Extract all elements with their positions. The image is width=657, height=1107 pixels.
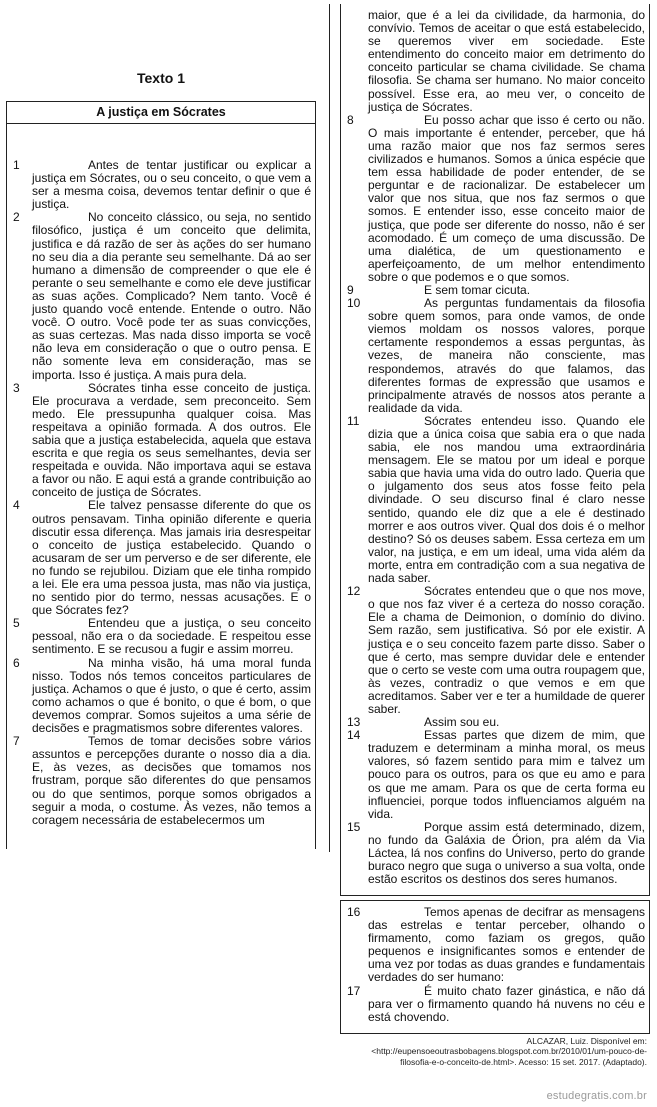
paragraph-text: Temos de tomar decisões sobre vários assuntos e percepções durante o nosso dia a dia. E, às vezes, as decisões que tomamos nos frustram, porque são diferentes do que pensamos ou do que sentimos, porque somos obrigados a seguir a moda, o costume. Às vezes, não temos a coragem necessária de estabelecermos um (32, 734, 311, 827)
text-title: A justiça em Sócrates (7, 102, 315, 124)
paragraph-number: 8 (347, 112, 354, 127)
paragraph-2 (7, 211, 315, 381)
paragraph-16 (341, 906, 649, 985)
text-box-right (340, 4, 650, 896)
paragraph-5 (7, 617, 315, 656)
paragraph-text: Sócrates entendeu isso. Quando ele dizia que a única coisa que sabia era o que nada sabia, ele nos mandou uma extraordinária mensagem. Ele se matou por um ideal e porque sabia que havia uma vida do outro lado. Queria que o julgamento dos seus atos fosse feito pela divindade. O seu discurso final é claro nesse sentido, quando ele diz que a ele é destinado morrer e aos outros viver. Qual dos dois é o melhor destino? Só os deuses sabem. Essa certeza em um valor, na justiça, e em um ideal, uma vida além da morte, entra em contradição com a sua negativa de nada saber. (368, 413, 645, 586)
paragraph-12 (341, 585, 649, 716)
left-paragraphs (7, 124, 315, 827)
paragraph-text: Assim sou eu. (424, 715, 500, 730)
paragraph-11 (341, 415, 649, 585)
paragraph-number: 3 (13, 380, 20, 395)
paragraph-number: 15 (347, 819, 361, 834)
paragraph-14 (341, 729, 649, 821)
paragraph-number: 9 (347, 282, 354, 297)
paragraph-7-continuation (341, 9, 649, 114)
paragraph-number: 16 (347, 905, 361, 919)
paragraph-text: Temos apenas de decifrar as mensagens das estrelas e tentar perceber, olhando o firmamento, como faziam os gregos, quão pequenos e insignificantes somos e entender de uma vez por todas as duas grandes e fundamentais verdades do ser humano: (368, 905, 645, 985)
paragraph-text: Porque assim está determinado, dizem, no fundo da Galáxia de Órion, pra além da Via Láctea, lá nos confins do Universo, perto do grande buraco negro que suga o universo a sua volta, onde estão escritos os destinos dos seres humanos. (368, 819, 645, 887)
paragraph-number: 13 (347, 715, 361, 730)
paragraph-number: 12 (347, 584, 361, 599)
paragraph-text: Ele talvez pensasse diferente do que os outros pensavam. Tinha opinião diferente e queria discutir essa diferença. Mas jamais iria desrespeitar o conceito de justiça estabelecido. Quando o acusaram de ser um perverso e de ser diferente, ele no fundo se rejubilou. Diziam que ele tinha rompido a lei. Ele era uma pessoa justa, mas não via justiça, no sentido pior do termo, nessas acusações. E o que Sócrates fez? (32, 498, 311, 618)
paragraph-3 (7, 382, 315, 500)
paragraph-1 (7, 159, 315, 211)
paragraph-text: Sócrates entendeu que o que nos move, o que nos faz viver é a certeza do nosso coração. Ele a chama de Deimonion, o domínio do divino. Sem razão, sem justificativa. Só por ele existir. A justiça e o seu conceito fazem parte disso. Saber o que é certo, mas sempre duvidar dele e entender que o certo se veste com uma outra roupagem que, às vezes, contradiz o que vemos e em que acreditamos. Saber ver e ter a humildade de querer saber. (368, 584, 645, 716)
column-divider (329, 4, 330, 852)
paragraph-8 (341, 114, 649, 284)
paragraph-7 (7, 735, 315, 827)
paragraph-text: É muito chato fazer ginástica, e não dá para ver o firmamento quando há nuvens no céu e está chovendo. (368, 983, 645, 1024)
paragraph-number: 7 (13, 734, 20, 749)
paragraph-4 (7, 499, 315, 617)
paragraph-text: Antes de tentar justificar ou explicar a justiça em Sócrates, ou o seu conceito, o que vem a ser a mesma coisa, devemos tentar definir o que é justiça. (32, 158, 311, 212)
paragraph-10 (341, 297, 649, 415)
paragraph-text: E sem tomar cicuta. (424, 282, 531, 297)
text-box-final (340, 900, 650, 1034)
paragraph-number: 2 (13, 210, 20, 225)
paragraph-number: 4 (13, 498, 20, 513)
paragraph-text: As perguntas fundamentais da filosofia sobre quem somos, para onde vamos, de onde viemos moldam os nossos valores, porque certamente respondemos a essas perguntas, às vezes, de maneira não consciente, mas respondemos, através do que falamos, das diferentes formas de expressão que usamos e principalmente através de nossos atos perante a realidade da vida. (368, 296, 645, 415)
paragraph-number: 1 (13, 158, 20, 172)
source-citation: ALCAZAR, Luiz. Disponível em: <http://eupensoeoutrasbobagens.blogspot.com.br/2010/01/um-pouco-de-filosofia-e-o-conceito-de.html>. Acesso: 15 set. 2017. (Adaptado). (371, 1036, 647, 1067)
paragraph-number: 14 (347, 728, 361, 743)
paragraph-number: 5 (13, 616, 20, 631)
watermark: estudegratis.com.br (546, 1090, 647, 1102)
paragraph-number: 6 (13, 655, 20, 670)
paragraph-text: Entendeu que a justiça, o seu conceito pessoal, não era o da sociedade. E respeitou esse sentimento. E se recusou a fugir e assim morreu. (32, 616, 311, 657)
paragraph-text: Sócrates tinha esse conceito de justiça. Ele procurava a verdade, sem preconceito. Sem medo. Ele pressupunha qualquer coisa. Mas respeitava a opinião formada. A dos outros. Ele sabia que a justiça estabelecida, aquela que estava escrita e que regia os seus semelhantes, devia ser respeitada e ouvida. Não importava aqui se estava a favor ou não. E aqui está a grande contribuição ao conceito de justiça de Sócrates. (32, 380, 311, 500)
paragraph-text: Eu posso achar que isso é certo ou não. O mais importante é entender, perceber, que há uma razão maior que nos faz sermos seres civilizados e humanos. Somos a única espécie que tem essa habilidade de poder entender, de se perguntar e de racionalizar. De estabelecer um valor que nos situa, que nos faz sermos o que somos. E entender isso, esse conceito maior de justiça, que pode ser diferente do nosso, não é ser acomodado. É um começo de uma discussão. De uma dialética, de um questionamento e aperfeiçoamento, de um melhor entendimento sobre o que podemos e o que somos. (368, 112, 645, 284)
paragraph-text: No conceito clássico, ou seja, no sentido filosófico, justiça é um conceito que delimita, justifica e dá razão de ser às ações do ser humano no seu dia a dia perante seu semelhante. Dá ao ser humano a dimensão de compreender o que ele é perante o seu semelhante e como ele deve justificar as suas ações. Complicado? Nem tanto. Você é justo quando você entende. Entende o outro. Não você. O outro. Você pode ter as suas convicções, as suas certezas. Mas nada disso importa se você não leva em consideração o que o outro pensa. E não somente leva em consideração, mas se importa. Isso é justiça. A mais pura dela. (32, 210, 311, 382)
paragraph-number: 11 (347, 413, 360, 428)
paragraph-number: 17 (347, 983, 361, 998)
page-title: Texto 1 (137, 70, 185, 86)
paragraph-15 (341, 821, 649, 886)
paragraph-text: maior, que é a lei da civilidade, da harmonia, do convívio. Temos de aceitar o que está estabelecido, se queremos viver em sociedade. Este entendimento do conceito maior em detrimento do conceito particular se chama civilidade. Se chama filosofia. Se chama ser humano. No maior conceito possível. Esse era, ao meu ver, o conceito de justiça de Sócrates. (368, 8, 645, 114)
paragraph-6 (7, 657, 315, 736)
text-box-left (6, 101, 316, 849)
paragraph-text: Na minha visão, há uma moral funda nisso. Todos nós temos conceitos particulares de justiça. Achamos o que é justo, o que é certo, assim como achamos o que é bonito, o que é bom, o que devemos comprar. Somos sujeitos a uma série de decisões e pragmatismos sobre diferentes valores. (32, 655, 311, 736)
paragraph-number: 10 (347, 296, 361, 311)
paragraph-text: Essas partes que dizem de mim, que traduzem e determinam a minha moral, os meus valores, só fazem sentido para mim e talvez um pouco para os outros, para os que eu amo e para os que me amam. Para os que de certa forma eu influenciei, porque todos influenciamos alguém na vida. (368, 728, 645, 821)
paragraph-17 (341, 985, 649, 1024)
